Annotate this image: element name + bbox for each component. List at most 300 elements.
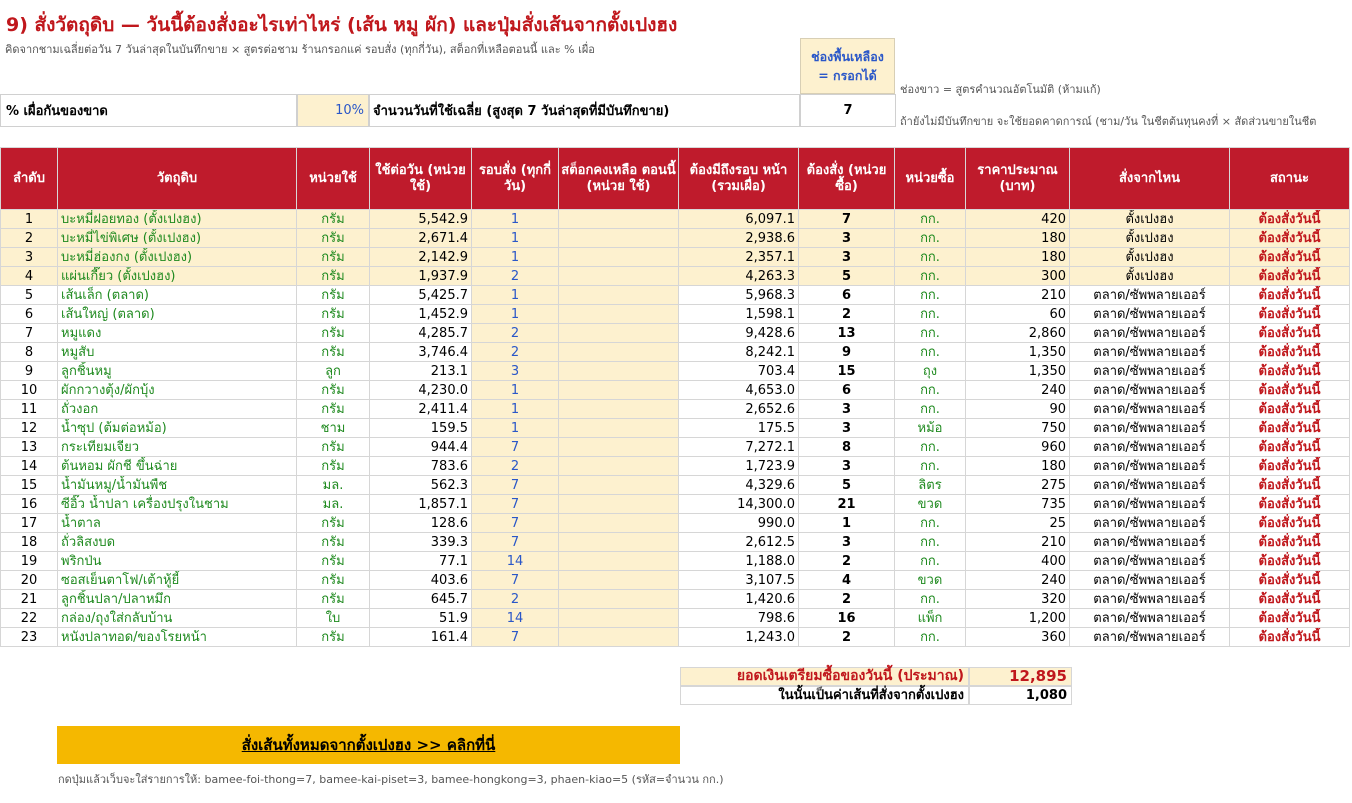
cell-cycle[interactable]: 7 bbox=[472, 476, 559, 495]
cell-cycle[interactable]: 2 bbox=[472, 267, 559, 286]
cell-item: หนังปลาทอด/ของโรยหน้า bbox=[58, 628, 297, 647]
cell-unit: ชาม bbox=[297, 419, 370, 438]
cell-cycle[interactable]: 1 bbox=[472, 305, 559, 324]
cell-cycle[interactable]: 7 bbox=[472, 571, 559, 590]
cell-status: ต้องสั่งวันนี้ bbox=[1230, 495, 1350, 514]
cell-unit: กรัม bbox=[297, 457, 370, 476]
cell-price: 400 bbox=[966, 552, 1070, 571]
cell-daily: 403.6 bbox=[370, 571, 472, 590]
cell-buy-unit: กก. bbox=[895, 381, 966, 400]
table-row bbox=[1, 609, 1350, 628]
legend-yellow-line1: ช่องพื้นเหลือง bbox=[811, 49, 884, 64]
col-header-daily: ใช้ต่อวัน (หน่วยใช้) bbox=[370, 148, 472, 210]
cell-no: 17 bbox=[1, 514, 58, 533]
cell-status: ต้องสั่งวันนี้ bbox=[1230, 305, 1350, 324]
cell-stock[interactable] bbox=[559, 400, 679, 419]
cell-stock[interactable] bbox=[559, 438, 679, 457]
cell-stock[interactable] bbox=[559, 419, 679, 438]
cell-unit: กรัม bbox=[297, 438, 370, 457]
cell-price: 1,350 bbox=[966, 343, 1070, 362]
cell-item: น้ำตาล bbox=[58, 514, 297, 533]
cell-unit: กรัม bbox=[297, 628, 370, 647]
cell-need: 4,329.6 bbox=[679, 476, 799, 495]
cell-stock[interactable] bbox=[559, 476, 679, 495]
cell-stock[interactable] bbox=[559, 552, 679, 571]
cell-unit: กรัม bbox=[297, 267, 370, 286]
cell-no: 18 bbox=[1, 533, 58, 552]
cell-order: 5 bbox=[799, 476, 895, 495]
cell-price: 60 bbox=[966, 305, 1070, 324]
cell-price: 180 bbox=[966, 229, 1070, 248]
cell-need: 4,653.0 bbox=[679, 381, 799, 400]
table-row bbox=[1, 628, 1350, 647]
cell-buy-unit: ลิตร bbox=[895, 476, 966, 495]
summary-total-row bbox=[680, 667, 1072, 686]
cell-price: 360 bbox=[966, 628, 1070, 647]
cell-cycle[interactable]: 2 bbox=[472, 343, 559, 362]
cell-no: 2 bbox=[1, 229, 58, 248]
cell-order: 7 bbox=[799, 210, 895, 229]
cell-source: ตลาด/ซัพพลายเออร์ bbox=[1070, 628, 1230, 647]
cell-price: 210 bbox=[966, 286, 1070, 305]
parameters-row bbox=[0, 94, 896, 127]
summary-noodle-label: ในนั้นเป็นค่าเส้นที่สั่งจากตั้งเปงฮง bbox=[680, 686, 969, 705]
cell-item: ต้นหอม ผักชี ขึ้นฉ่าย bbox=[58, 457, 297, 476]
cell-status: ต้องสั่งวันนี้ bbox=[1230, 457, 1350, 476]
cell-unit: ใบ bbox=[297, 609, 370, 628]
cell-stock[interactable] bbox=[559, 495, 679, 514]
col-header-cycle: รอบสั่ง (ทุกกี่วัน) bbox=[472, 148, 559, 210]
cell-unit: กรัม bbox=[297, 571, 370, 590]
cell-unit: ลูก bbox=[297, 362, 370, 381]
cell-daily: 128.6 bbox=[370, 514, 472, 533]
order-noodles-button[interactable]: สั่งเส้นทั้งหมดจากตั้งเปงฮง >> คลิกที่นี่ bbox=[57, 726, 680, 764]
cell-buy-unit: ขวด bbox=[895, 495, 966, 514]
cell-source: ตลาด/ซัพพลายเออร์ bbox=[1070, 590, 1230, 609]
legend-yellow-line2: = กรอกได้ bbox=[818, 68, 877, 83]
cell-price: 25 bbox=[966, 514, 1070, 533]
cell-no: 9 bbox=[1, 362, 58, 381]
cell-status: ต้องสั่งวันนี้ bbox=[1230, 514, 1350, 533]
cell-cycle[interactable]: 1 bbox=[472, 210, 559, 229]
table-row bbox=[1, 552, 1350, 571]
cell-source: ตลาด/ซัพพลายเออร์ bbox=[1070, 381, 1230, 400]
cell-price: 180 bbox=[966, 248, 1070, 267]
col-header-status: สถานะ bbox=[1230, 148, 1350, 210]
col-header-stock: สต็อกคงเหลือ ตอนนี้ (หน่วย ใช้) bbox=[559, 148, 679, 210]
cell-item: ซอสเย็นตาโฟ/เต้าหู้ยี้ bbox=[58, 571, 297, 590]
cell-source: ตั้งเปงฮง bbox=[1070, 210, 1230, 229]
order-hint: กดปุ่มแล้วเว็บจะใส่รายการให้: bamee-foi-thong=7, bamee-kai-piset=3, bamee-hongkong=3, phaen-kiao=5 (รหัส=จำนวน กก.) bbox=[58, 773, 724, 786]
cell-order: 13 bbox=[799, 324, 895, 343]
cell-no: 20 bbox=[1, 571, 58, 590]
table-row bbox=[1, 362, 1350, 381]
cell-order: 2 bbox=[799, 628, 895, 647]
cell-item: ผักกวางตุ้ง/ผักบุ้ง bbox=[58, 381, 297, 400]
cell-stock[interactable] bbox=[559, 343, 679, 362]
cell-order: 16 bbox=[799, 609, 895, 628]
cell-unit: มล. bbox=[297, 495, 370, 514]
cell-buy-unit: แพ็ก bbox=[895, 609, 966, 628]
cell-order: 5 bbox=[799, 267, 895, 286]
cell-item: แผ่นเกี๊ยว (ตั้งเปงฮง) bbox=[58, 267, 297, 286]
cell-source: ตลาด/ซัพพลายเออร์ bbox=[1070, 438, 1230, 457]
legend-yellow-cell bbox=[800, 38, 895, 94]
cell-item: บะหมี่ฮ่องกง (ตั้งเปงฮง) bbox=[58, 248, 297, 267]
cell-need: 6,097.1 bbox=[679, 210, 799, 229]
buffer-label: % เผื่อกันของขาด bbox=[0, 94, 297, 127]
cell-stock[interactable] bbox=[559, 457, 679, 476]
cell-daily: 1,452.9 bbox=[370, 305, 472, 324]
col-header-order: ต้องสั่ง (หน่วยซื้อ) bbox=[799, 148, 895, 210]
cell-price: 960 bbox=[966, 438, 1070, 457]
cell-no: 12 bbox=[1, 419, 58, 438]
cell-unit: กรัม bbox=[297, 305, 370, 324]
cell-source: ตลาด/ซัพพลายเออร์ bbox=[1070, 400, 1230, 419]
cell-no: 6 bbox=[1, 305, 58, 324]
cell-item: ลูกชิ้นปลา/ปลาหมึก bbox=[58, 590, 297, 609]
cell-need: 2,612.5 bbox=[679, 533, 799, 552]
cell-item: ถั่วลิสงบด bbox=[58, 533, 297, 552]
cell-buy-unit: กก. bbox=[895, 514, 966, 533]
cell-buy-unit: กก. bbox=[895, 438, 966, 457]
table-row bbox=[1, 457, 1350, 476]
cell-status: ต้องสั่งวันนี้ bbox=[1230, 628, 1350, 647]
col-header-source: สั่งจากไหน bbox=[1070, 148, 1230, 210]
cell-buy-unit: กก. bbox=[895, 286, 966, 305]
cell-daily: 159.5 bbox=[370, 419, 472, 438]
table-row bbox=[1, 286, 1350, 305]
order-table bbox=[0, 147, 1350, 647]
buffer-input[interactable]: 10% bbox=[297, 94, 369, 127]
table-row bbox=[1, 229, 1350, 248]
col-header-unit: หน่วยใช้ bbox=[297, 148, 370, 210]
cell-unit: กรัม bbox=[297, 552, 370, 571]
cell-stock[interactable] bbox=[559, 229, 679, 248]
cell-no: 5 bbox=[1, 286, 58, 305]
cell-stock[interactable] bbox=[559, 210, 679, 229]
cell-price: 90 bbox=[966, 400, 1070, 419]
cell-no: 8 bbox=[1, 343, 58, 362]
table-row bbox=[1, 514, 1350, 533]
cell-order: 3 bbox=[799, 229, 895, 248]
cell-item: ถั่วงอก bbox=[58, 400, 297, 419]
cell-buy-unit: ถุง bbox=[895, 362, 966, 381]
cell-daily: 5,425.7 bbox=[370, 286, 472, 305]
cell-no: 21 bbox=[1, 590, 58, 609]
cell-cycle[interactable]: 2 bbox=[472, 324, 559, 343]
cell-cycle[interactable]: 7 bbox=[472, 438, 559, 457]
cell-price: 420 bbox=[966, 210, 1070, 229]
cell-unit: มล. bbox=[297, 476, 370, 495]
cell-stock[interactable] bbox=[559, 362, 679, 381]
cell-item: น้ำมันหมู/น้ำมันพืช bbox=[58, 476, 297, 495]
cell-need: 175.5 bbox=[679, 419, 799, 438]
cell-cycle[interactable]: 1 bbox=[472, 229, 559, 248]
cell-buy-unit: กก. bbox=[895, 267, 966, 286]
cell-cycle[interactable]: 1 bbox=[472, 400, 559, 419]
cell-item: บะหมี่ไข่พิเศษ (ตั้งเปงฮง) bbox=[58, 229, 297, 248]
cell-status: ต้องสั่งวันนี้ bbox=[1230, 533, 1350, 552]
cell-cycle[interactable]: 3 bbox=[472, 362, 559, 381]
cell-price: 1,350 bbox=[966, 362, 1070, 381]
cell-buy-unit: กก. bbox=[895, 628, 966, 647]
cell-no: 15 bbox=[1, 476, 58, 495]
cell-daily: 2,411.4 bbox=[370, 400, 472, 419]
cell-order: 2 bbox=[799, 590, 895, 609]
cell-stock[interactable] bbox=[559, 590, 679, 609]
table-row bbox=[1, 210, 1350, 229]
col-header-price: ราคาประมาณ (บาท) bbox=[966, 148, 1070, 210]
summary-total-value: 12,895 bbox=[969, 667, 1072, 686]
cell-price: 240 bbox=[966, 381, 1070, 400]
table-row bbox=[1, 324, 1350, 343]
cell-need: 4,263.3 bbox=[679, 267, 799, 286]
cell-no: 13 bbox=[1, 438, 58, 457]
cell-unit: กรัม bbox=[297, 343, 370, 362]
cell-source: ตลาด/ซัพพลายเออร์ bbox=[1070, 495, 1230, 514]
cell-source: ตลาด/ซัพพลายเออร์ bbox=[1070, 609, 1230, 628]
cell-buy-unit: กก. bbox=[895, 343, 966, 362]
cell-price: 180 bbox=[966, 457, 1070, 476]
cell-source: ตลาด/ซัพพลายเออร์ bbox=[1070, 343, 1230, 362]
cell-source: ตั้งเปงฮง bbox=[1070, 248, 1230, 267]
table-row bbox=[1, 267, 1350, 286]
cell-order: 21 bbox=[799, 495, 895, 514]
cell-cycle[interactable]: 7 bbox=[472, 628, 559, 647]
cell-price: 1,200 bbox=[966, 609, 1070, 628]
cell-need: 8,242.1 bbox=[679, 343, 799, 362]
cell-source: ตลาด/ซัพพลายเออร์ bbox=[1070, 362, 1230, 381]
cell-unit: กรัม bbox=[297, 381, 370, 400]
cell-daily: 77.1 bbox=[370, 552, 472, 571]
cell-order: 6 bbox=[799, 286, 895, 305]
cell-no: 14 bbox=[1, 457, 58, 476]
cell-daily: 2,142.9 bbox=[370, 248, 472, 267]
cell-price: 750 bbox=[966, 419, 1070, 438]
cell-daily: 51.9 bbox=[370, 609, 472, 628]
table-row bbox=[1, 438, 1350, 457]
cell-no: 7 bbox=[1, 324, 58, 343]
cell-order: 2 bbox=[799, 305, 895, 324]
page-title: 9) สั่งวัตถุดิบ — วันนี้ต้องสั่งอะไรเท่าไหร่ (เส้น หมู ผัก) และปุ่มสั่งเส้นจากตั้งเปงฮง bbox=[6, 14, 678, 36]
cell-item: น้ำซุป (ต้มต่อหม้อ) bbox=[58, 419, 297, 438]
cell-buy-unit: หม้อ bbox=[895, 419, 966, 438]
table-row bbox=[1, 248, 1350, 267]
cell-price: 735 bbox=[966, 495, 1070, 514]
cell-buy-unit: กก. bbox=[895, 400, 966, 419]
table-row bbox=[1, 476, 1350, 495]
cell-buy-unit: ขวด bbox=[895, 571, 966, 590]
cell-status: ต้องสั่งวันนี้ bbox=[1230, 343, 1350, 362]
cell-daily: 4,285.7 bbox=[370, 324, 472, 343]
cell-order: 1 bbox=[799, 514, 895, 533]
cell-price: 300 bbox=[966, 267, 1070, 286]
cell-no: 23 bbox=[1, 628, 58, 647]
cell-stock[interactable] bbox=[559, 628, 679, 647]
table-row bbox=[1, 343, 1350, 362]
cell-unit: กรัม bbox=[297, 400, 370, 419]
cell-stock[interactable] bbox=[559, 248, 679, 267]
cell-unit: กรัม bbox=[297, 324, 370, 343]
cell-daily: 944.4 bbox=[370, 438, 472, 457]
cell-buy-unit: กก. bbox=[895, 590, 966, 609]
cell-item: ซีอิ๊ว น้ำปลา เครื่องปรุงในชาม bbox=[58, 495, 297, 514]
cell-cycle[interactable]: 14 bbox=[472, 552, 559, 571]
cell-unit: กรัม bbox=[297, 590, 370, 609]
cell-no: 22 bbox=[1, 609, 58, 628]
cell-source: ตลาด/ซัพพลายเออร์ bbox=[1070, 419, 1230, 438]
col-header-no: ลำดับ bbox=[1, 148, 58, 210]
cell-order: 2 bbox=[799, 552, 895, 571]
cell-unit: กรัม bbox=[297, 248, 370, 267]
cell-status: ต้องสั่งวันนี้ bbox=[1230, 552, 1350, 571]
table-header-row bbox=[1, 148, 1350, 210]
cell-price: 2,860 bbox=[966, 324, 1070, 343]
cell-stock[interactable] bbox=[559, 571, 679, 590]
cell-daily: 339.3 bbox=[370, 533, 472, 552]
cell-daily: 783.6 bbox=[370, 457, 472, 476]
cell-buy-unit: กก. bbox=[895, 210, 966, 229]
cell-cycle[interactable]: 14 bbox=[472, 609, 559, 628]
cell-status: ต้องสั่งวันนี้ bbox=[1230, 590, 1350, 609]
cell-cycle[interactable]: 1 bbox=[472, 419, 559, 438]
legend-white-text: ช่องขาว = สูตรคำนวณอัตโนมัติ (ห้ามแก้) bbox=[900, 83, 1101, 96]
col-header-buy-unit: หน่วยซื้อ bbox=[895, 148, 966, 210]
summary-noodle-value: 1,080 bbox=[969, 686, 1072, 705]
cell-item: เส้นเล็ก (ตลาด) bbox=[58, 286, 297, 305]
avg-days-value: 7 bbox=[800, 94, 896, 127]
cell-cycle[interactable]: 1 bbox=[472, 286, 559, 305]
cell-order: 3 bbox=[799, 533, 895, 552]
cell-need: 14,300.0 bbox=[679, 495, 799, 514]
cell-daily: 1,937.9 bbox=[370, 267, 472, 286]
cell-item: ลูกชิ้นหมู bbox=[58, 362, 297, 381]
cell-no: 10 bbox=[1, 381, 58, 400]
cell-status: ต้องสั่งวันนี้ bbox=[1230, 267, 1350, 286]
cell-need: 798.6 bbox=[679, 609, 799, 628]
cell-daily: 5,542.9 bbox=[370, 210, 472, 229]
cell-item: กล่อง/ถุงใส่กลับบ้าน bbox=[58, 609, 297, 628]
cell-order: 3 bbox=[799, 400, 895, 419]
cell-unit: กรัม bbox=[297, 514, 370, 533]
cell-status: ต้องสั่งวันนี้ bbox=[1230, 381, 1350, 400]
cell-source: ตั้งเปงฮง bbox=[1070, 229, 1230, 248]
cell-cycle[interactable]: 7 bbox=[472, 514, 559, 533]
cell-unit: กรัม bbox=[297, 533, 370, 552]
cell-buy-unit: กก. bbox=[895, 552, 966, 571]
cell-status: ต้องสั่งวันนี้ bbox=[1230, 210, 1350, 229]
cell-stock[interactable] bbox=[559, 305, 679, 324]
cell-stock[interactable] bbox=[559, 609, 679, 628]
cell-status: ต้องสั่งวันนี้ bbox=[1230, 286, 1350, 305]
summary-noodle-row bbox=[680, 686, 1072, 705]
cell-need: 1,188.0 bbox=[679, 552, 799, 571]
cell-order: 4 bbox=[799, 571, 895, 590]
cell-need: 7,272.1 bbox=[679, 438, 799, 457]
cell-stock[interactable] bbox=[559, 267, 679, 286]
cell-stock[interactable] bbox=[559, 514, 679, 533]
cell-source: ตลาด/ซัพพลายเออร์ bbox=[1070, 476, 1230, 495]
cell-no: 19 bbox=[1, 552, 58, 571]
cell-need: 1,598.1 bbox=[679, 305, 799, 324]
cell-cycle[interactable]: 1 bbox=[472, 248, 559, 267]
cell-price: 240 bbox=[966, 571, 1070, 590]
cell-need: 1,243.0 bbox=[679, 628, 799, 647]
cell-source: ตลาด/ซัพพลายเออร์ bbox=[1070, 552, 1230, 571]
cell-buy-unit: กก. bbox=[895, 248, 966, 267]
cell-item: เส้นใหญ่ (ตลาด) bbox=[58, 305, 297, 324]
cell-cycle[interactable]: 1 bbox=[472, 381, 559, 400]
col-header-item: วัตถุดิบ bbox=[58, 148, 297, 210]
cell-cycle[interactable]: 2 bbox=[472, 590, 559, 609]
cell-buy-unit: กก. bbox=[895, 533, 966, 552]
summary-box bbox=[680, 667, 1072, 705]
cell-daily: 1,857.1 bbox=[370, 495, 472, 514]
cell-status: ต้องสั่งวันนี้ bbox=[1230, 324, 1350, 343]
cell-no: 16 bbox=[1, 495, 58, 514]
cell-cycle[interactable]: 2 bbox=[472, 457, 559, 476]
cell-buy-unit: กก. bbox=[895, 457, 966, 476]
cell-need: 2,357.1 bbox=[679, 248, 799, 267]
cell-item: บะหมี่ฝอยทอง (ตั้งเปงฮง) bbox=[58, 210, 297, 229]
cell-source: ตลาด/ซัพพลายเออร์ bbox=[1070, 514, 1230, 533]
summary-total-label: ยอดเงินเตรียมซื้อของวันนี้ (ประมาณ) bbox=[680, 667, 969, 686]
cell-daily: 4,230.0 bbox=[370, 381, 472, 400]
cell-no: 1 bbox=[1, 210, 58, 229]
cell-unit: กรัม bbox=[297, 286, 370, 305]
table-row bbox=[1, 400, 1350, 419]
cell-status: ต้องสั่งวันนี้ bbox=[1230, 400, 1350, 419]
cell-status: ต้องสั่งวันนี้ bbox=[1230, 438, 1350, 457]
cell-no: 4 bbox=[1, 267, 58, 286]
cell-stock[interactable] bbox=[559, 324, 679, 343]
cell-need: 990.0 bbox=[679, 514, 799, 533]
cell-order: 6 bbox=[799, 381, 895, 400]
cell-source: ตลาด/ซัพพลายเออร์ bbox=[1070, 286, 1230, 305]
cell-stock[interactable] bbox=[559, 286, 679, 305]
cell-order: 3 bbox=[799, 419, 895, 438]
cell-cycle[interactable]: 7 bbox=[472, 495, 559, 514]
cell-status: ต้องสั่งวันนี้ bbox=[1230, 229, 1350, 248]
cell-daily: 3,746.4 bbox=[370, 343, 472, 362]
cell-unit: กรัม bbox=[297, 210, 370, 229]
cell-item: พริกป่น bbox=[58, 552, 297, 571]
cell-status: ต้องสั่งวันนี้ bbox=[1230, 248, 1350, 267]
cell-order: 3 bbox=[799, 457, 895, 476]
cell-status: ต้องสั่งวันนี้ bbox=[1230, 362, 1350, 381]
cell-daily: 562.3 bbox=[370, 476, 472, 495]
cell-price: 320 bbox=[966, 590, 1070, 609]
cell-status: ต้องสั่งวันนี้ bbox=[1230, 571, 1350, 590]
cell-daily: 161.4 bbox=[370, 628, 472, 647]
cell-cycle[interactable]: 7 bbox=[472, 533, 559, 552]
cell-need: 5,968.3 bbox=[679, 286, 799, 305]
avg-days-label: จำนวนวันที่ใช้เฉลี่ย (สูงสุด 7 วันล่าสุดที่มีบันทึกขาย) bbox=[369, 94, 800, 127]
table-row bbox=[1, 381, 1350, 400]
table-row bbox=[1, 305, 1350, 324]
cell-stock[interactable] bbox=[559, 381, 679, 400]
cell-daily: 2,671.4 bbox=[370, 229, 472, 248]
cell-unit: กรัม bbox=[297, 229, 370, 248]
cell-need: 1,420.6 bbox=[679, 590, 799, 609]
cell-daily: 213.1 bbox=[370, 362, 472, 381]
cell-order: 9 bbox=[799, 343, 895, 362]
cell-need: 703.4 bbox=[679, 362, 799, 381]
cell-status: ต้องสั่งวันนี้ bbox=[1230, 419, 1350, 438]
table-row bbox=[1, 571, 1350, 590]
cell-stock[interactable] bbox=[559, 533, 679, 552]
